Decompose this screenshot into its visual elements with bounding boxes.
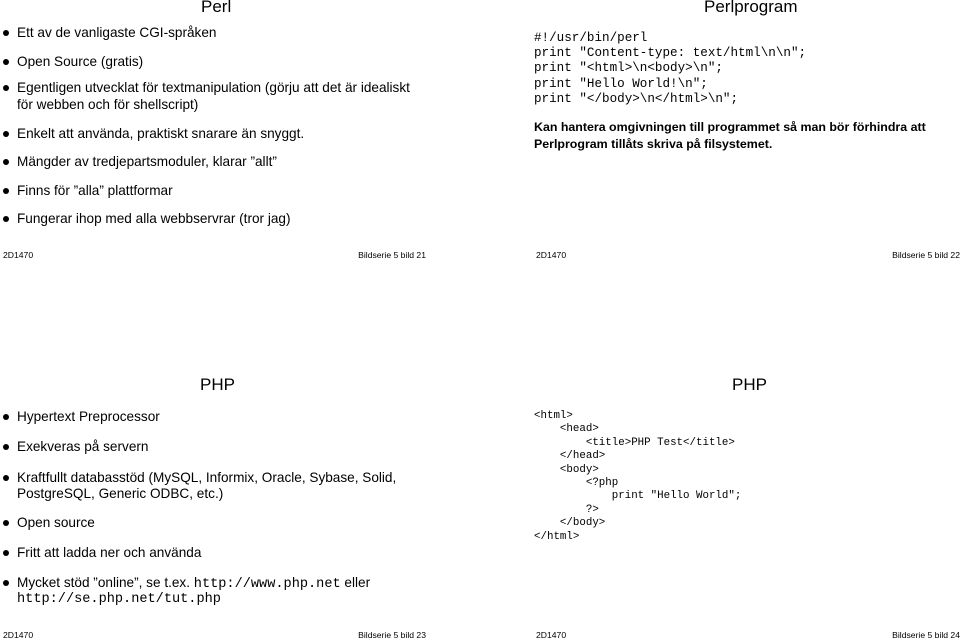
footer-slide-number: Bildserie 5 bild 21 [358, 250, 426, 260]
footer-course: 2D1470 [536, 630, 567, 640]
footer-course: 2D1470 [3, 630, 34, 640]
footer-slide-number: Bildserie 5 bild 24 [892, 630, 960, 640]
slide-title: PHP [200, 375, 235, 394]
text-span: eller [340, 575, 371, 590]
security-note [534, 119, 926, 153]
footer-slide-number: Bildserie 5 bild 23 [358, 630, 426, 640]
php-code-block: <html> <head> <title>PHP Test</title> </head> <body> <?php print "Hello World"; ?> </body> </html> [534, 410, 742, 543]
slide-title: PHP [732, 375, 767, 394]
php-tutorial-link[interactable]: http://se.php.net/tut.php [17, 592, 221, 607]
perl-code-block: #!/usr/bin/perl print "Content-type: text/html\n\n"; print "<html>\n<body>\n"; print "Hello World!\n"; print "</body>\n</html>\n"; [534, 31, 807, 106]
php-net-link[interactable]: http://www.php.net [193, 577, 341, 592]
footer-course: 2D1470 [536, 250, 567, 260]
slide-title: Perl [201, 0, 232, 16]
footer-slide-number: Bildserie 5 bild 22 [892, 250, 960, 260]
slide-title: Perlprogram [704, 0, 798, 16]
text-span: Mycket stöd ”online”, se t.ex. [17, 575, 194, 590]
footer-course: 2D1470 [3, 250, 34, 260]
slide-php-intro: PHP Hypertext Preprocessor Exekveras på servern Kraftfullt databasstöd (MySQL, Informix, Oracle, Sybase, Solid, PostgreSQL, Generic ODBC, etc.) Open source Fritt att ladda ner och använda Mycket stöd ”online”, se t.ex. http://www.php.net eller http://se.php.net/tut.php 2D1470 Bildserie 5 bild 23 [3, 375, 426, 640]
note-line: Kan hantera omgivningen till programmet så man bör förhindra att [534, 120, 926, 134]
slide-perl: Perl Ett av de vanligaste CGI-språken Open Source (gratis) Egentligen utvecklat för textmanipulation (görju att det är idealiskt för webben och för shellscript) Enkelt att använda, praktiskt snarare än snyggt. Mängder av tredjepartsmoduler, klarar ”allt” Finns för ”alla” plattformar Fungerar ihop med alla webbservrar (tror jag) 2D1470 Bildserie 5 bild 21 [0, 0, 480, 319]
note-line: Perlprogram tillåts skriva på filsystemet. [534, 137, 773, 151]
